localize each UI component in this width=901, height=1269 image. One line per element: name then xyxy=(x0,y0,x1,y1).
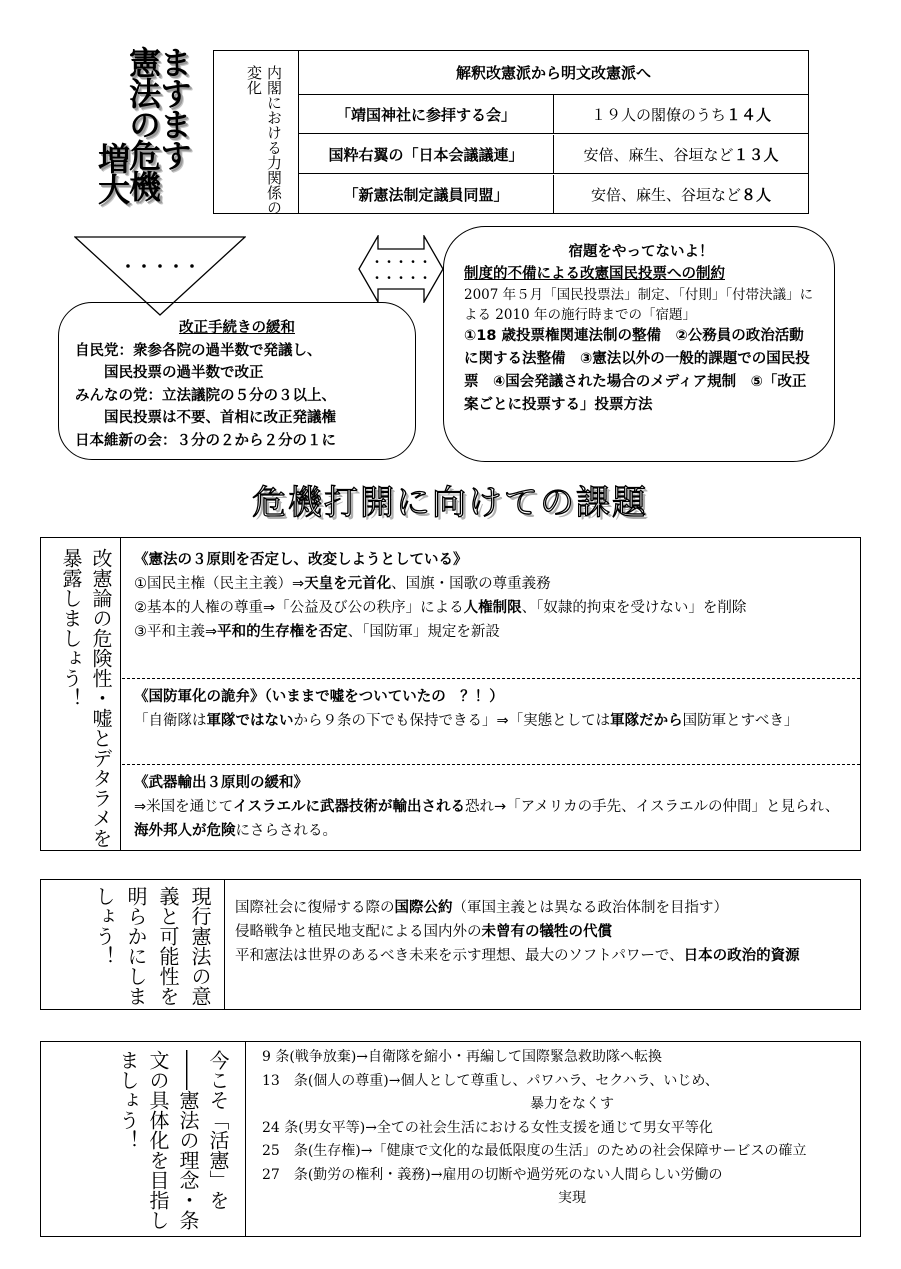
party-text: ：衆参各院の過半数で発議し、 xyxy=(118,342,322,359)
table-row xyxy=(299,175,808,214)
article-text: 25 条(生存権)→「健康で文化的な最低限度の生活」のための社会保障サービスの確立 xyxy=(262,1143,807,1159)
double-arrow-icon xyxy=(358,235,444,303)
table-cell-count xyxy=(554,135,808,173)
section-heading: 危機打開に向けての課題 xyxy=(252,483,648,523)
table-row xyxy=(299,95,808,134)
table-cell-count xyxy=(554,95,808,133)
section-side-cell xyxy=(41,538,121,850)
line-text: ②基本的人権の尊重⇒「公益及び公の秩序」による xyxy=(134,600,464,616)
article-text: 13 条(個人の尊重)→個人として尊重し、パワハラ、セクハラ、いじめ、 xyxy=(262,1072,719,1089)
line-bold: 軍隊ではない xyxy=(206,713,294,729)
cabinet-power-table xyxy=(213,50,809,214)
article-item xyxy=(254,1164,852,1211)
line-bold: 平和的生存権を否定 xyxy=(217,624,348,640)
body-line xyxy=(235,944,852,968)
article-item xyxy=(254,1117,852,1141)
block-heading: 《憲法の３原則を否定し、改変しようとしている》 xyxy=(134,552,468,568)
block-heading-bold: 《国防軍化の詭弁》 xyxy=(134,689,265,705)
block-heading xyxy=(134,685,852,709)
count-number: １３人 xyxy=(733,145,779,164)
line-bold: 人権制限 xyxy=(463,600,522,616)
table-cell-group: 「新憲法制定議員同盟」 xyxy=(299,175,554,214)
line-text: 恐れ→「アメリカの手先、イスラエルの仲間」と見られ、 xyxy=(465,799,840,815)
box-line xyxy=(75,340,399,363)
block-line xyxy=(134,620,852,644)
line-text: 、「国防軍」規定を新設 xyxy=(347,624,500,640)
box-line xyxy=(75,385,399,408)
table-header-bold: 明文改憲派 xyxy=(560,64,636,82)
line-text: 、国旗・国歌の尊重義務 xyxy=(391,576,551,592)
triangle-dots: ・・・・・ xyxy=(119,257,201,276)
table-cell-group: 国粋右翼の「日本会議議連」 xyxy=(299,135,554,173)
defense-army-block xyxy=(122,678,860,764)
line-text: 国防軍とすべき」 xyxy=(682,713,799,729)
article-item xyxy=(254,1046,852,1070)
section-constitution-significance xyxy=(40,879,861,1010)
article-item xyxy=(254,1070,852,1117)
table-row xyxy=(299,135,808,174)
line-bold: 未曾有の犠牲の代償 xyxy=(481,924,612,940)
box-line xyxy=(75,362,399,385)
box-title: 改正手続きの緩和 xyxy=(179,320,295,336)
table-header-pre: 解釈改憲派から xyxy=(455,64,561,82)
table-side-cell xyxy=(214,51,299,213)
arrow-dots-2: ・・・・・ xyxy=(370,271,432,285)
article-text: 24 条(男女平等)→全ての社会生活における女性支援を通じて男女平等化 xyxy=(262,1119,713,1136)
box-subtitle: 制度的不備による改憲国民投票への制約 xyxy=(464,266,725,282)
line-text: にさらされる。 xyxy=(235,823,337,839)
line-text: 平和憲法は世界のあるべき未来を示す理想、最大のソフトパワーで、 xyxy=(235,948,684,964)
line-bold: 軍隊だから xyxy=(610,713,683,729)
arrow-dots-1: ・・・・・ xyxy=(370,255,432,269)
block-line xyxy=(134,596,852,620)
body-line xyxy=(235,920,852,944)
line-text: ⇒米国を通じて xyxy=(134,799,234,815)
line-bold: 日本の政治的資源 xyxy=(683,948,800,964)
homework-box xyxy=(443,226,835,462)
line-text: ①国民主権（民主主義）⇒ xyxy=(134,576,305,592)
line-bold: 海外邦人が危険 xyxy=(134,823,236,839)
box-body: ①18 歳投票権関連法制の整備 ②公務員の政治活動に関する法整備 ③憲法以外の一般的課題での国民投票 ④国会発議された場合のメディア規制 ⑤「改正案ごとに投票する」投票方法 xyxy=(464,328,810,413)
table-cell-group: 「靖国神社に参拝する会」 xyxy=(299,95,554,133)
party-name: みんなの党 xyxy=(75,387,148,404)
page-title xyxy=(93,46,193,228)
table-header xyxy=(299,51,808,95)
section-body xyxy=(225,880,860,968)
count-number: １４人 xyxy=(726,105,772,124)
section-body xyxy=(246,1042,860,1211)
line-text: から９条の下でも保持できる」⇒「実態としては xyxy=(293,713,611,729)
section-side-label: 改憲論の危険性・嘘とデタラメを暴露しましょう！ xyxy=(59,548,113,848)
line-text: 「自衛隊は xyxy=(134,713,207,729)
line-bold: イスラエルに武器技術が輸出される xyxy=(233,799,466,815)
section-active-constitution xyxy=(40,1041,861,1237)
block-heading-sub: （いままで嘘をついていたの ？！） xyxy=(264,689,504,705)
block-line xyxy=(134,709,852,733)
count-number: ８人 xyxy=(741,186,772,204)
count-text: １９人の閣僚のうち xyxy=(590,105,726,124)
box-line xyxy=(75,430,399,453)
box-title: 宿題をやってないよ！ xyxy=(568,244,714,260)
line-bold: 国際公約 xyxy=(394,900,453,916)
amendment-procedure-box xyxy=(58,302,416,460)
party-text: ：３分の２から２分の１に xyxy=(162,432,336,449)
article-text: 9 条(戦争放棄)→自衛隊を縮小・再編して国際緊急救助隊へ転換 xyxy=(262,1049,663,1065)
block-line xyxy=(134,572,852,596)
title-col-3: 増大 xyxy=(93,142,131,204)
article-item xyxy=(254,1140,852,1164)
block-heading: 《武器輸出３原則の緩和》 xyxy=(134,775,308,791)
article-text: 27 条(勤労の権利・義務)→雇用の切断や過労死のない人間らしい労働の xyxy=(262,1166,723,1183)
table-header-post: へ xyxy=(636,64,652,82)
party-text: 国民投票の過半数で改正 xyxy=(75,365,264,381)
count-text: 安倍、麻生、谷垣など xyxy=(583,145,734,164)
party-name: 自民党 xyxy=(75,342,119,359)
table-cell-count xyxy=(554,175,808,214)
article-cont: 実現 xyxy=(558,1190,586,1206)
line-text: 、「奴隷的拘束を受けない」を削除 xyxy=(521,600,747,616)
box-line xyxy=(75,407,399,430)
line-text: ③平和主義⇒ xyxy=(134,624,218,640)
party-name: 日本維新の会 xyxy=(75,432,162,449)
line-text: 国際社会に復帰する際の xyxy=(235,900,395,916)
title-col-2: 憲法の危機 xyxy=(124,46,162,201)
article-cont: 暴力をなくす xyxy=(530,1096,614,1112)
title-col-1: ますます xyxy=(155,46,193,170)
section-side-cell xyxy=(41,1042,246,1236)
party-text: ：立法議院の５分の３以上、 xyxy=(147,387,336,404)
table-side-label: 内閣における力関係の変化 xyxy=(245,65,283,215)
party-text: 国民投票は不要、首相に改正発議権 xyxy=(75,410,336,426)
section-side-label: 今こそ「活憲」を――憲法の理念・条文の具体化を目指しましょう！ xyxy=(116,1050,230,1230)
box-note: 2007 年５月「国民投票法」制定、「付則」「付帯決議」による 2010 年の施行時までの「宿題」 xyxy=(464,287,814,323)
line-bold: 天皇を元首化 xyxy=(304,576,392,592)
section-side-label: 現行憲法の意義と可能性を明らかにしましょう！ xyxy=(92,886,212,1006)
body-line xyxy=(235,896,852,920)
block-line xyxy=(134,795,852,843)
line-text: 侵略戦争と植民地支配による国内外の xyxy=(235,924,482,940)
section-side-cell xyxy=(41,880,225,1009)
count-text: 安倍、麻生、谷垣など xyxy=(590,186,741,204)
three-principles-block xyxy=(122,542,860,676)
arms-export-block xyxy=(122,764,860,850)
line-text: （軍国主義とは異なる政治体制を目指す） xyxy=(452,900,728,916)
section-expose-danger xyxy=(40,537,861,851)
